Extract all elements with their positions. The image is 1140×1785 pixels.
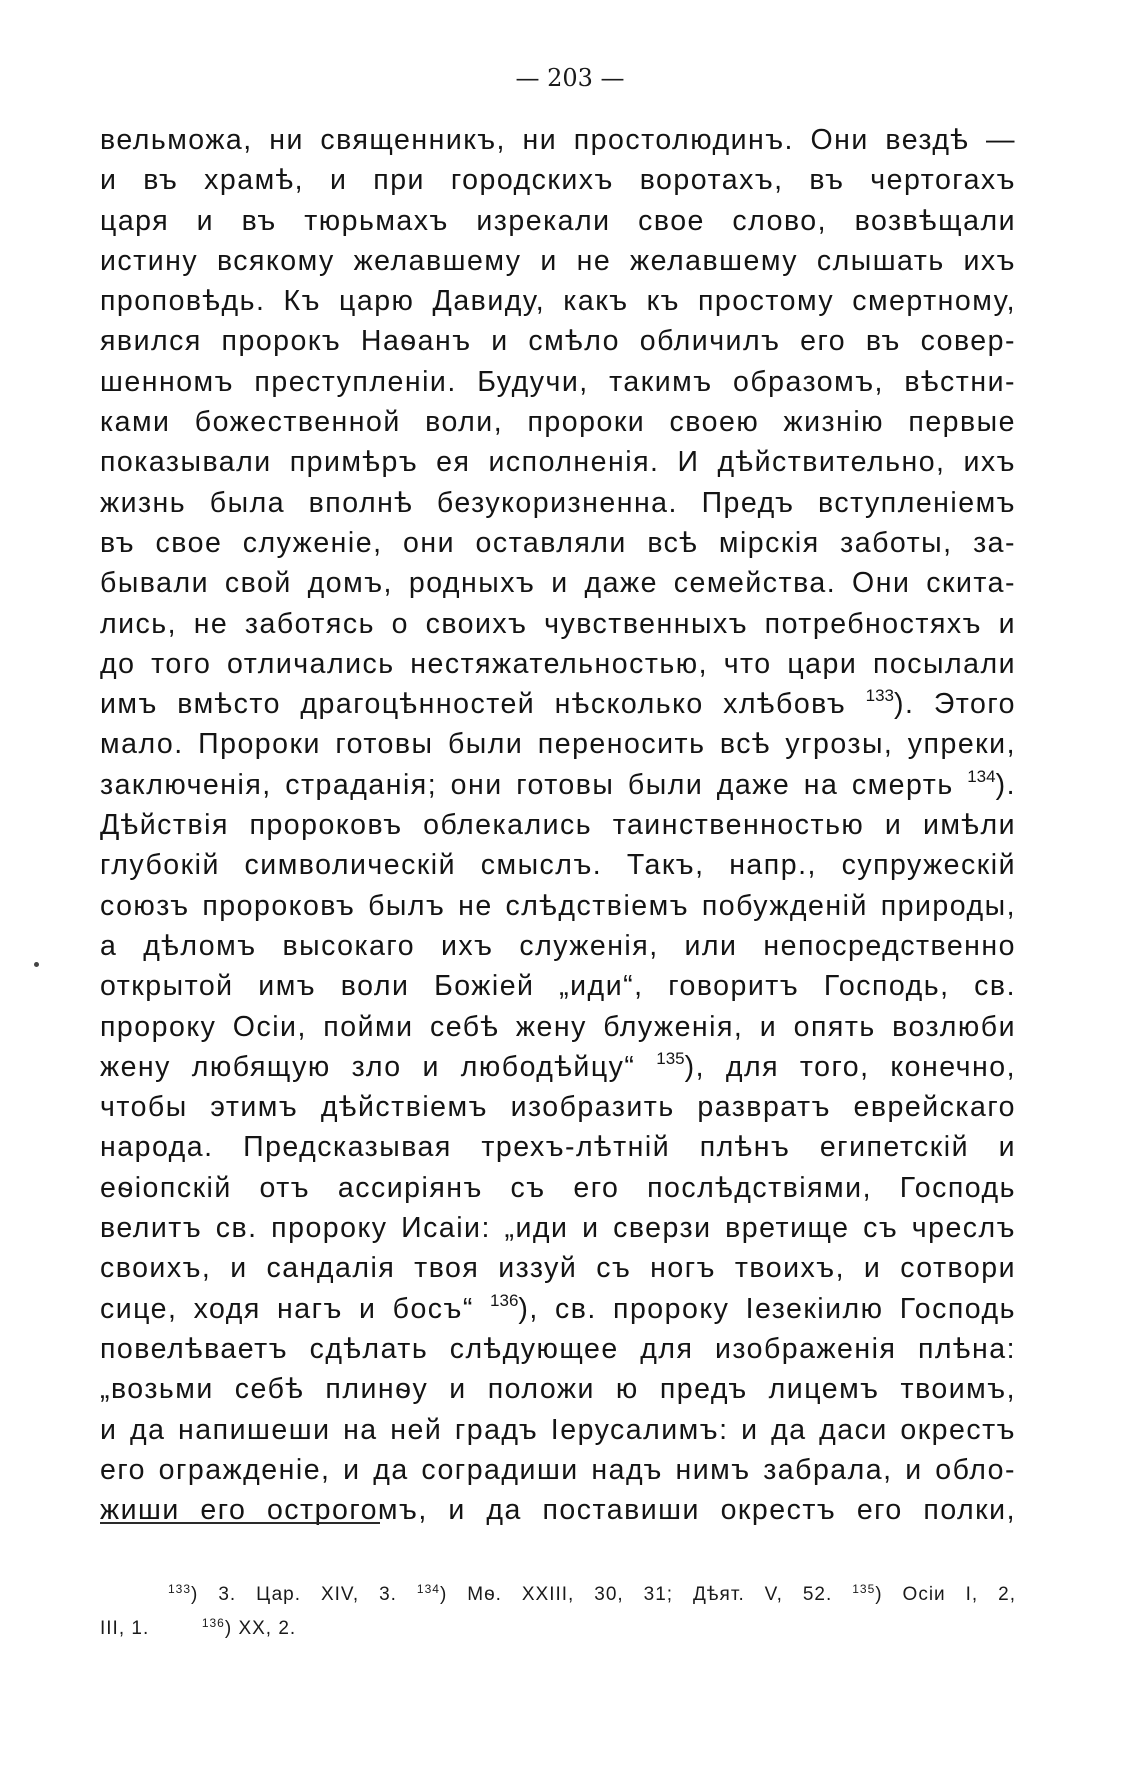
text-line: народа. Предсказывая трехъ-лѣтній плѣнъ египетскій и (100, 1131, 1016, 1164)
footnote-separator (100, 1522, 380, 1524)
text-line: „возьми себѣ плинѳу и положи ю предъ лицемъ твоимъ, (100, 1373, 1016, 1406)
margin-dot (34, 962, 39, 967)
text-line: и въ храмѣ, и при городскихъ воротахъ, въ чертогахъ (100, 164, 1016, 197)
text-line: лись, не заботясь о своихъ чувственныхъ потребностяхъ и (100, 607, 1016, 640)
text-line: мало. Пророки готовы были переносить всѣ угрозы, упреки, (100, 728, 1016, 761)
footnote-133 (168, 1584, 397, 1605)
footnote-number: 136 (201, 1616, 225, 1630)
text-line: сице, ходя нагъ и босъ“ $^{136}$), св. пророку Іезекіилю Господь (100, 1290, 1016, 1325)
text-line: вельможа, ни священникъ, ни простолюдинъ. Они вездѣ — (100, 124, 1016, 156)
text-line: открытой имъ воли Божіей „иди“, говоритъ Господь, св. (100, 970, 1016, 1003)
footnote-line-1 (100, 1578, 1016, 1612)
text-line: пророку Осіи, пойми себѣ жену блуженія, и опять возлюби (100, 1010, 1016, 1043)
text-line: царя и въ тюрьмахъ изрекали свое слово, возвѣщали (100, 204, 1016, 237)
footnote-number: 135 (852, 1582, 876, 1596)
text-line: а дѣломъ высокаго ихъ служенія, или непосредственно (100, 929, 1016, 962)
text-line: до того отличались нестяжательностью, что цари посылали (100, 647, 1016, 680)
text-line: Дѣйствія пророковъ облекались таинственностью и имѣли (100, 809, 1016, 842)
footnote-line-2 (100, 1612, 1016, 1646)
text-line: имъ вмѣсто драгоцѣнностей нѣсколько хлѣбовъ $^{133}$). Этого (100, 686, 1017, 721)
text-line: жену любящую зло и любодѣйцу“ $^{135}$), для того, конечно, (100, 1048, 1016, 1083)
text-line: и да напишеши на ней градъ Іерусалимъ: и да даси окрестъ (100, 1413, 1016, 1446)
text-line: своихъ, и сандалія твоя иззуй съ ногъ твоихъ, и сотвори (100, 1252, 1016, 1285)
footnote-136 (202, 1618, 296, 1639)
text-line: чтобы этимъ дѣйствіемъ изобразить развратъ еврейскаго (100, 1091, 1016, 1124)
footnote-number: 133 (168, 1582, 192, 1596)
text-line: шенномъ преступленіи. Будучи, такимъ образомъ, вѣстни- (100, 365, 1016, 398)
text-line: жиши его острогомъ, и да поставиши окрестъ его полки, (100, 1494, 1016, 1527)
footnote-text: ) Мѳ. XXIII, 30, 31; Дѣят. V, 52. (439, 1584, 833, 1605)
text-line: показывали примѣръ ея исполненія. И дѣйствительно, ихъ (100, 446, 1016, 479)
footnote-135-continued (100, 1618, 149, 1639)
text-line: ками божественной воли, пророки своею жизнію первые (100, 406, 1016, 439)
footnote-ref: 134 (967, 766, 996, 786)
text-line: бывали свой домъ, родныхъ и даже семейства. Они скита- (100, 567, 1016, 600)
text-line: велитъ св. пророку Исаіи: „иди и сверзи вретище съ чреслъ (100, 1212, 1016, 1245)
page-number: — 203 — (515, 64, 625, 92)
text-line: повелѣваетъ сдѣлать слѣдующее для изображенія плѣна: (100, 1332, 1016, 1365)
footnote-text: ) XX, 2. (224, 1618, 297, 1639)
text-line: проповѣдь. Къ царю Давиду, какъ къ простому смертному, (100, 285, 1016, 318)
text-line: истину всякому желавшему и не желавшему слышать ихъ (100, 244, 1016, 277)
footnote-ref: 136 (490, 1290, 519, 1310)
footnote-text: ) 3. Цар. XIV, 3. (191, 1584, 397, 1605)
footnotes (100, 1578, 1016, 1646)
text-line: еѳіопскій отъ ассиріянъ съ его послѣдствіями, Господь (100, 1171, 1016, 1204)
footnote-135 (852, 1584, 1016, 1605)
footnote-134 (417, 1584, 832, 1605)
footnote-text: III, 1. (100, 1618, 150, 1639)
text-line: явился пророкъ Наѳанъ и смѣло обличилъ его въ совер- (100, 325, 1016, 358)
text-line: заключенія, страданія; они готовы были даже на смерть $^{134}$). (100, 766, 1016, 801)
text-line: жизнь была вполнѣ безукоризненна. Предъ вступленіемъ (100, 486, 1016, 519)
text-line: союзъ пророковъ былъ не слѣдствіемъ побужденій природы, (100, 889, 1016, 922)
body-text (100, 120, 1016, 1530)
footnote-ref: 133 (865, 686, 894, 706)
footnote-ref: 135 (656, 1048, 685, 1068)
footnote-number: 134 (416, 1582, 440, 1596)
text-line: въ свое служеніе, они оставляли всѣ мірскія заботы, за- (100, 526, 1016, 559)
text-line: его огражденіе, и да соградиши надъ нимъ забрала, и обло- (100, 1453, 1016, 1486)
text-line: глубокій символическій смыслъ. Такъ, напр., супружескій (100, 849, 1016, 882)
footnote-text: ) Осіи I, 2, (875, 1584, 1016, 1605)
